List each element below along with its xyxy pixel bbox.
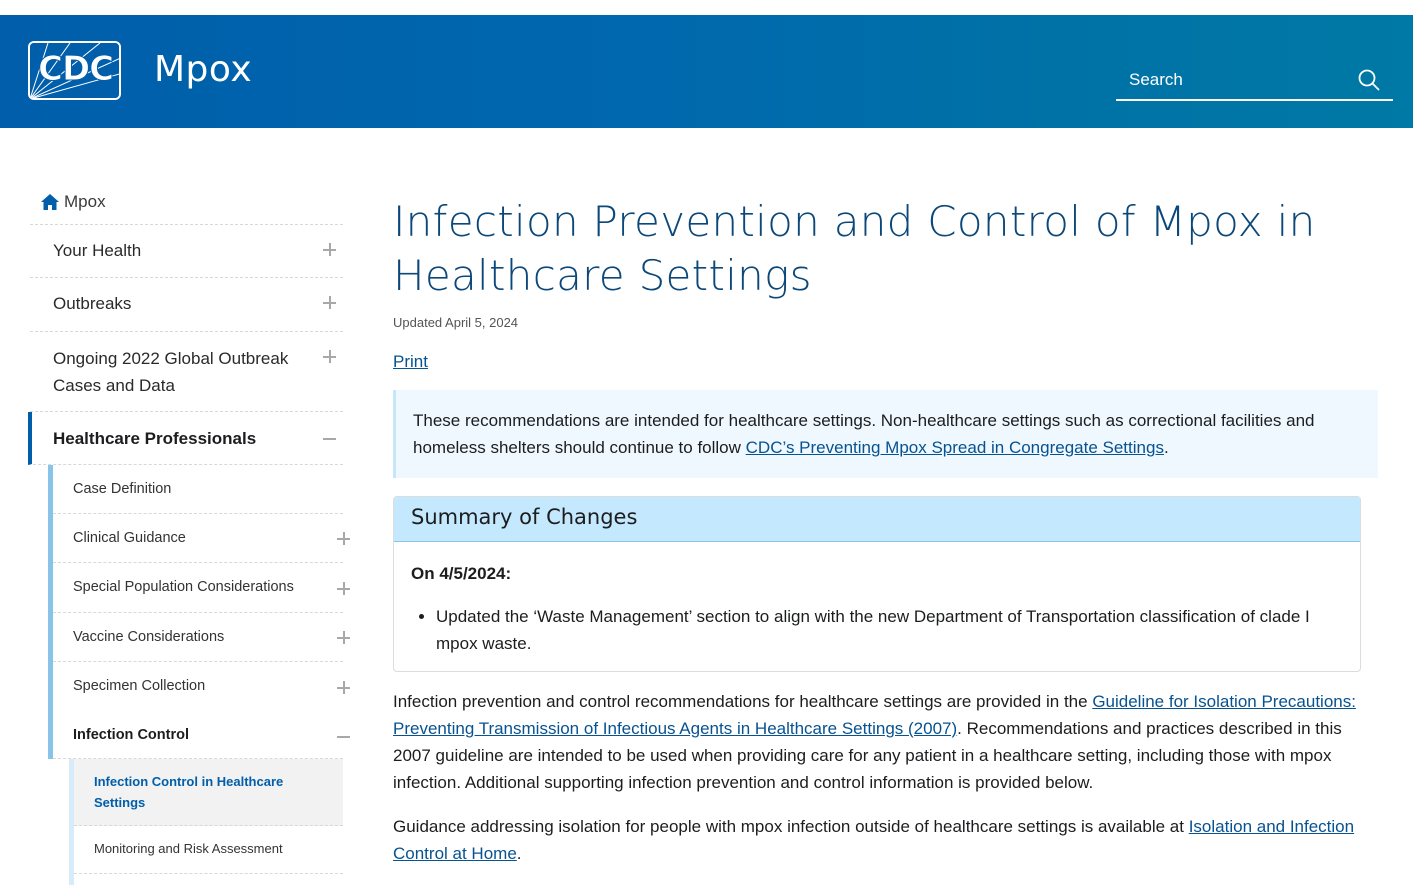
site-title[interactable]: Mpox (154, 49, 253, 90)
summary-date: On 4/5/2024: (411, 564, 512, 583)
site-header (0, 15, 1413, 128)
sidebar-item-label: Outbreaks (53, 294, 132, 313)
sidebar-item-label: Special Population Considerations (73, 579, 294, 595)
sidebar-item-label: Infection Control (73, 727, 189, 743)
search-input[interactable] (1116, 63, 1346, 97)
summary-body (394, 542, 1360, 671)
sidebar-item-label: Specimen Collection (73, 678, 206, 694)
sidebar-item-outbreaks[interactable] (30, 278, 343, 332)
sidebar-home-link[interactable] (30, 180, 343, 225)
isolation-guideline-link[interactable]: Guideline for Isolation Precautions: Preventing Transmission of Infectious Agents in Healthcare Settings (2007) (393, 692, 1356, 738)
home-label: Mpox (64, 192, 106, 211)
sidebar-item-case-definition[interactable] (53, 465, 343, 514)
minus-icon[interactable] (323, 432, 337, 446)
search-icon[interactable] (1357, 68, 1381, 92)
summary-of-changes (393, 496, 1361, 672)
sidebar-item-vaccine-considerations[interactable] (53, 613, 343, 662)
sidebar-item-label: Clinical Guidance (73, 530, 186, 546)
info-callout (393, 390, 1378, 478)
sidebar-item-ongoing-outbreak[interactable] (30, 332, 343, 412)
sidebar-item-infection-control-healthcare[interactable] (74, 759, 343, 826)
sidebar-item-next (74, 874, 343, 885)
plus-icon[interactable] (323, 243, 337, 257)
para1-after: . Recommendations and practices described in this 2007 guideline are intended to be used when providing care for any patient in a healthcare setting, including those with mpox infection. Additional supporting infection prevention and control information is provided below. (393, 719, 1342, 792)
sidebar-item-label: Vaccine Considerations (73, 629, 225, 645)
sidebar-item-special-population[interactable] (53, 563, 343, 613)
para2-after: . (516, 844, 522, 863)
print-link[interactable]: Print (393, 352, 428, 371)
top-strip (0, 0, 1413, 15)
sidebar-item-infection-control[interactable] (53, 711, 343, 759)
congregate-settings-link[interactable]: CDC’s Preventing Mpox Spread in Congregate Settings (745, 438, 1164, 457)
main-content (393, 195, 1378, 867)
sidebar-item-label: Case Definition (73, 481, 172, 497)
updated-date: Updated April 5, 2024 (393, 315, 519, 330)
plus-icon[interactable] (323, 350, 337, 364)
sidebar-item-label: Infection Control in Healthcare Settings (94, 774, 284, 810)
para2-before: Guidance addressing isolation for people with mpox infection outside of healthcare settings is available at (393, 817, 1189, 836)
healthcare-subnav (48, 465, 343, 759)
sidebar-item-specimen-collection[interactable] (53, 662, 343, 711)
sidebar-item-label: Monitoring and Risk Assessment (94, 841, 283, 856)
search-box (1116, 63, 1393, 101)
summary-list (411, 603, 1343, 657)
sidebar-item-clinical-guidance[interactable] (53, 514, 343, 563)
sidebar-item-label: Your Health (53, 241, 142, 260)
page-title: Infection Prevention and Control of Mpox in Healthcare Settings (393, 197, 1316, 300)
summary-heading: Summary of Changes (394, 497, 1360, 542)
cdc-logo[interactable] (28, 41, 121, 100)
logo-text: CDC (38, 49, 114, 89)
plus-icon[interactable] (323, 296, 337, 310)
sidebar-nav (30, 180, 343, 885)
callout-after: . (1163, 438, 1169, 457)
home-isolation-paragraph (393, 813, 1378, 867)
sidebar-item-monitoring-risk[interactable] (74, 826, 343, 874)
summary-bullet: • Updated the ‘Waste Management’ section to align with the new Department of Transportation classification of clade I mpox waste. (436, 603, 1343, 657)
home-icon (40, 193, 60, 211)
sidebar-item-label: Ongoing 2022 Global Outbreak Cases and Data (53, 349, 289, 395)
intro-paragraph (393, 688, 1378, 796)
sidebar-item-healthcare-professionals[interactable] (28, 412, 343, 465)
para1-before: Infection prevention and control recommendations for healthcare settings are provided in the (393, 692, 1093, 711)
sidebar-item-your-health[interactable] (30, 225, 343, 278)
isolation-at-home-link[interactable]: Isolation and Infection Control at Home (393, 817, 1355, 863)
sidebar-item-label: Healthcare Professionals (53, 429, 257, 448)
callout-text: These recommendations are intended for healthcare settings. Non-healthcare settings such as correctional facilities and homeless shelters should continue to follow (413, 411, 1315, 457)
infection-control-subnav (69, 759, 343, 885)
